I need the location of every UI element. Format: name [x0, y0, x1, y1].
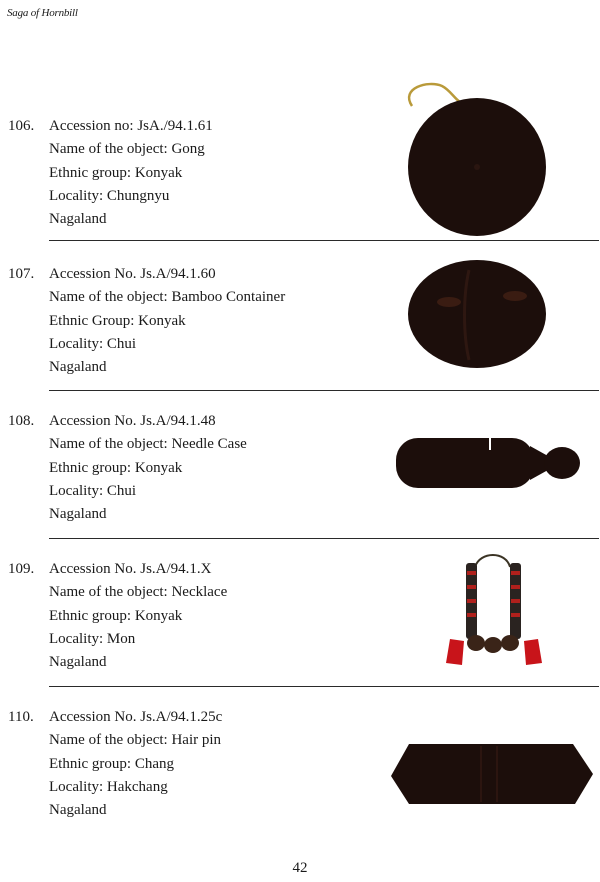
state: Nagaland [49, 802, 107, 819]
locality: Locality: Chungnyu [49, 187, 170, 204]
gong-icon [398, 80, 550, 240]
ethnic-group: Ethnic group: Konyak [49, 164, 183, 181]
accession-number: Accession No. Js.A/94.1.60 [49, 266, 216, 282]
object-name: Name of the object: Bamboo Container [49, 289, 286, 306]
running-title: Saga of Hornbill [7, 7, 78, 19]
entry-number: 106. [8, 118, 35, 134]
object-name: Name of the object: Hair pin [49, 732, 222, 749]
state: Nagaland [49, 506, 107, 523]
divider [49, 390, 599, 391]
ethnic-group: Ethnic group: Konyak [49, 607, 183, 624]
object-name: Name of the object: Needle Case [49, 436, 247, 453]
necklace-icon [440, 545, 550, 670]
needle-case-icon [394, 430, 584, 494]
ethnic-group: Ethnic Group: Konyak [49, 312, 186, 329]
entry-number: 109. [8, 561, 35, 577]
accession-number: Accession No. Js.A/94.1.X [49, 561, 212, 577]
accession-number: Accession No. Js.A/94.1.25c [49, 709, 223, 725]
bamboo-container-icon [405, 256, 555, 372]
divider [49, 686, 599, 687]
divider [49, 240, 599, 241]
divider [49, 538, 599, 539]
locality: Locality: Mon [49, 630, 136, 647]
state: Nagaland [49, 211, 107, 228]
object-name: Name of the object: Gong [49, 141, 205, 158]
page-number: 42 [292, 860, 308, 876]
state: Nagaland [49, 654, 107, 671]
object-name: Name of the object: Necklace [49, 584, 228, 601]
locality: Locality: Hakchang [49, 778, 168, 795]
hair-pin-icon [385, 740, 597, 810]
state: Nagaland [49, 359, 107, 376]
locality: Locality: Chui [49, 482, 137, 499]
accession-number: Accession No. Js.A/94.1.48 [49, 413, 216, 429]
entry-number: 108. [8, 413, 35, 429]
locality: Locality: Chui [49, 335, 137, 352]
accession-number: Accession no: JsA./94.1.61 [49, 118, 213, 134]
ethnic-group: Ethnic group: Chang [49, 755, 174, 772]
entry-number: 107. [8, 266, 35, 282]
ethnic-group: Ethnic group: Konyak [49, 459, 183, 476]
entry-number: 110. [8, 709, 34, 725]
